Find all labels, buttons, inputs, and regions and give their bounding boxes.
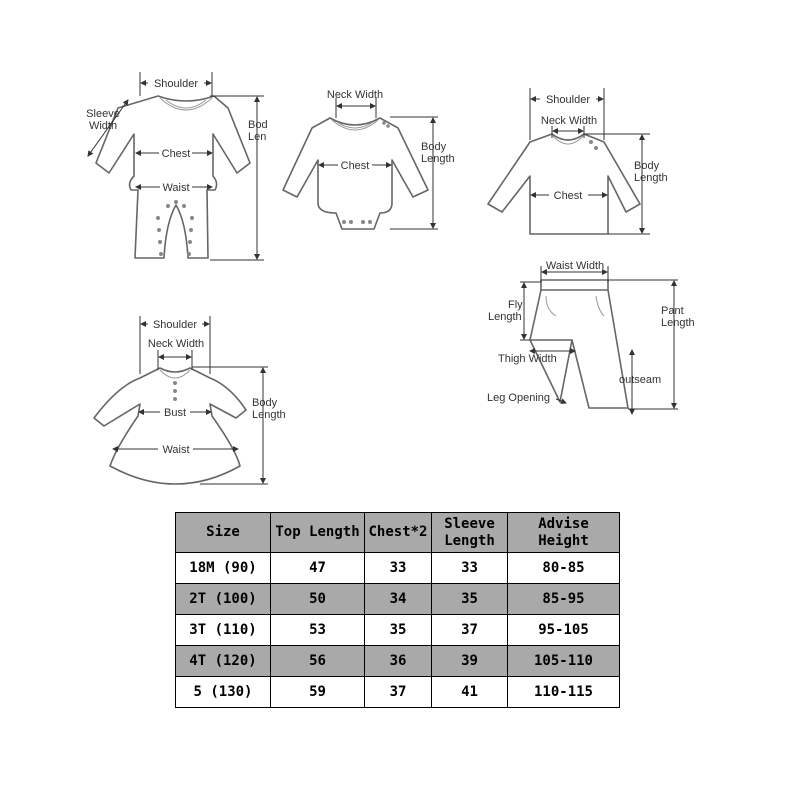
size-table-header-row (176, 513, 620, 553)
dress-buttons (173, 381, 177, 401)
header-top-length: Top Length (271, 513, 365, 553)
dress-bust-label: Bust (163, 407, 187, 419)
dress-neck-width-label: Neck Width (147, 338, 205, 350)
pants-diagram (487, 260, 695, 414)
cell-top-length: 56 (271, 646, 365, 677)
cell-advise-height: 85-95 (508, 584, 620, 615)
romper-diagram (86, 72, 267, 260)
pants-waist-width-label: Waist Width (545, 260, 605, 272)
bodysuit-body-length-label-1: Body (421, 141, 447, 153)
romper-body-length-label-1: Bod (248, 119, 268, 131)
pants-fly-length-label-1: Fly (508, 299, 523, 311)
romper-waist-label: Waist (162, 182, 190, 194)
table-row (176, 553, 620, 584)
bodysuit-outline (283, 118, 428, 229)
pants-leg-opening-label: Leg Opening (487, 392, 550, 404)
pants-outline (530, 290, 628, 408)
shirt-outline (488, 134, 640, 234)
cell-advise-height: 110-115 (508, 677, 620, 708)
dress-outline (94, 368, 246, 484)
cell-chest: 36 (365, 646, 432, 677)
table-row (176, 615, 620, 646)
table-row (176, 677, 620, 708)
size-chart-table (175, 512, 620, 708)
shirt-chest-label: Chest (553, 190, 583, 202)
cell-top-length: 53 (271, 615, 365, 646)
table-row (176, 646, 620, 677)
cell-size: 4T (120) (176, 646, 271, 677)
romper-sleeve-width-label-2: Width (88, 120, 118, 132)
cell-size: 2T (100) (176, 584, 271, 615)
romper-chest-label: Chest (161, 148, 191, 160)
cell-sleeve-length: 33 (432, 553, 508, 584)
romper-body-length-label-2: Len (248, 131, 267, 143)
shirt-neck-width-label: Neck Width (540, 115, 598, 127)
bodysuit-snaps (342, 121, 390, 224)
dress-body-length-label-1: Body (252, 397, 278, 409)
header-chest: Chest*2 (365, 513, 432, 553)
cell-sleeve-length: 37 (432, 615, 508, 646)
cell-chest: 34 (365, 584, 432, 615)
cell-size: 18M (90) (176, 553, 271, 584)
dress-diagram (94, 316, 286, 484)
cell-sleeve-length: 41 (432, 677, 508, 708)
cell-size: 3T (110) (176, 615, 271, 646)
shirt-body-length-label-1: Body (634, 160, 660, 172)
shirt-shoulder-label: Shoulder (545, 94, 591, 106)
cell-advise-height: 105-110 (508, 646, 620, 677)
bodysuit-diagram (283, 89, 455, 229)
romper-sleeve-width-label-1: Sleeve (86, 108, 120, 120)
cell-advise-height: 95-105 (508, 615, 620, 646)
header-size: Size (176, 513, 271, 553)
dress-body-length-label-2: Length (252, 409, 286, 421)
cell-top-length: 50 (271, 584, 365, 615)
shirt-diagram (488, 88, 668, 234)
dress-waist-label: Waist (162, 444, 190, 456)
dress-shoulder-label: Shoulder (152, 319, 198, 331)
table-row (176, 584, 620, 615)
cell-top-length: 59 (271, 677, 365, 708)
pants-waistband (541, 280, 608, 290)
pants-thigh-width-label: Thigh Width (498, 353, 557, 365)
pants-pant-length-label-2: Length (661, 317, 695, 329)
cell-top-length: 47 (271, 553, 365, 584)
shirt-body-length-label-2: Length (634, 172, 668, 184)
romper-outline (96, 96, 250, 258)
pants-outseam-label: outseam (619, 374, 662, 386)
bodysuit-chest-label: Chest (340, 160, 370, 172)
pants-fly (546, 296, 604, 316)
pants-fly-length-label-2: Length (488, 311, 522, 323)
romper-shoulder-label: Shoulder (153, 78, 199, 90)
header-advise-height: Advise Height (508, 513, 620, 553)
shirt-buttons (589, 140, 598, 150)
cell-size: 5 (130) (176, 677, 271, 708)
cell-sleeve-length: 39 (432, 646, 508, 677)
bodysuit-neck-width-label: Neck Width (326, 89, 384, 101)
cell-advise-height: 80-85 (508, 553, 620, 584)
cell-chest: 33 (365, 553, 432, 584)
cell-chest: 35 (365, 615, 432, 646)
cell-sleeve-length: 35 (432, 584, 508, 615)
pants-pant-length-label-1: Pant (661, 305, 684, 317)
header-sleeve-length: Sleeve Length (432, 513, 508, 553)
bodysuit-body-length-label-2: Length (421, 153, 455, 165)
cell-chest: 37 (365, 677, 432, 708)
